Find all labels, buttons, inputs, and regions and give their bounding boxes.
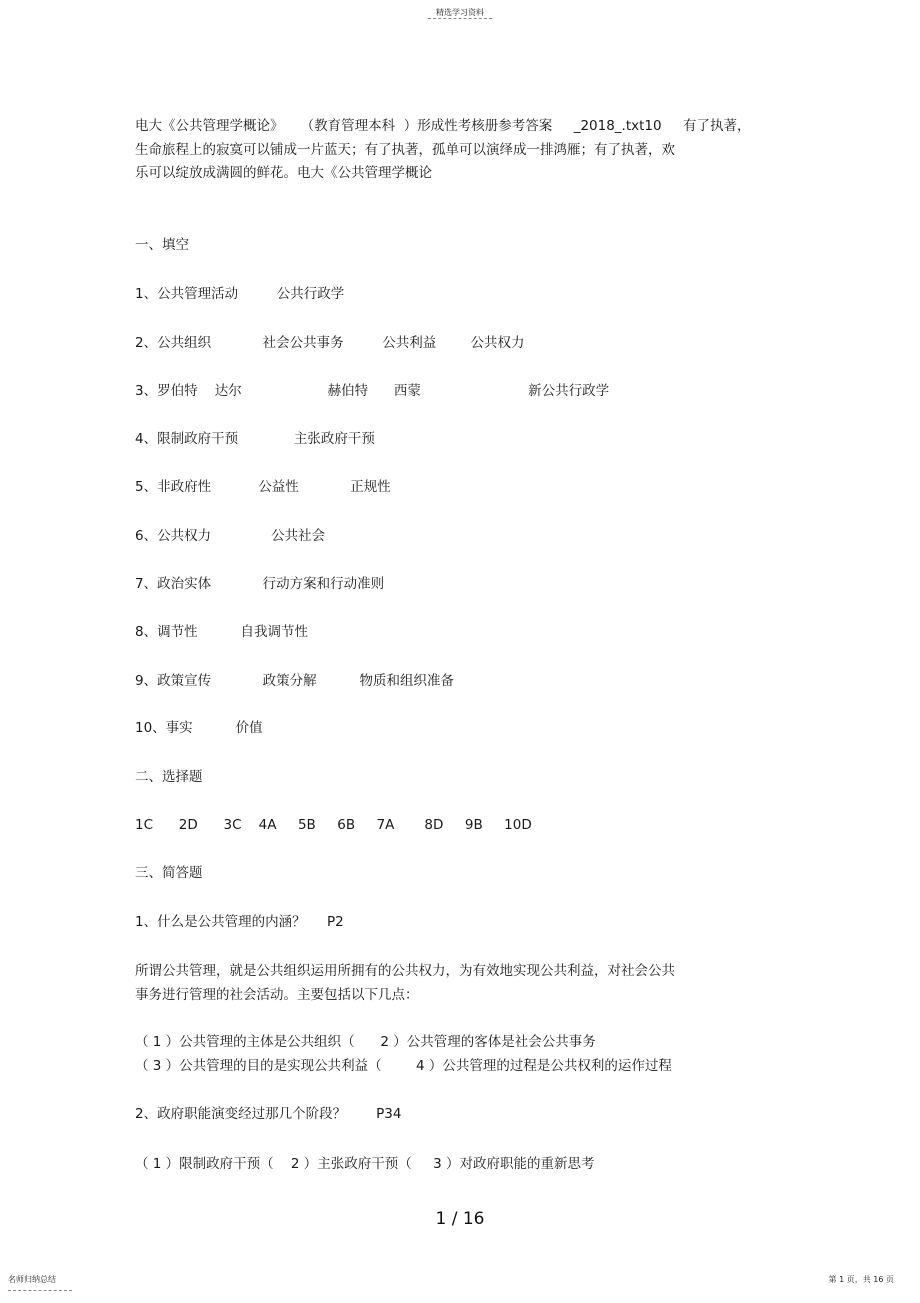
fill-answer-7: 7、政治实体 行动方案和行动准则 <box>135 576 385 592</box>
fill-answer-2: 2、公共组织 社会公共事务 公共利益 公共权力 <box>135 335 525 351</box>
question-2: 2、政府职能演变经过那几个阶段？ P34 <box>135 1106 402 1122</box>
header-dotted-divider <box>428 18 492 19</box>
fill-answer-5: 5、非政府性 公益性 正规性 <box>135 479 391 495</box>
header-label: 精选学习资料 <box>436 8 484 17</box>
fill-answer-9: 9、政策宣传 政策分解 物质和组织准备 <box>135 673 454 689</box>
footer-left-label: 名师归纳总结 <box>8 1275 56 1284</box>
section-choice-title: 二、选择题 <box>135 769 203 785</box>
question-1-points-1: （ 1 ）公共管理的主体是公共组织（ 2 ）公共管理的客体是社会公共事务 <box>135 1034 596 1050</box>
fill-answer-1: 1、公共管理活动 公共行政学 <box>135 286 345 302</box>
intro-line-2: 生命旅程上的寂寞可以铺成一片蓝天；有了执著，孤单可以演绎成一排鸿雁；有了执著，欢 <box>135 142 675 158</box>
fill-answer-6: 6、公共权力 公共社会 <box>135 528 326 544</box>
choice-answers: 1C 2D 3C 4A 5B 6B 7A 8D 9B 10D <box>135 817 532 833</box>
fill-answer-8: 8、调节性 自我调节性 <box>135 624 309 640</box>
question-1-points-2: （ 3 ）公共管理的目的是实现公共利益（ 4 ）公共管理的过程是公共权利的运作过程 <box>135 1058 672 1074</box>
footer-page-count: 第 1 页，共 16 页 <box>828 1275 894 1284</box>
intro-line-3: 乐可以绽放成满圆的鲜花。电大《公共管理学概论 <box>135 165 432 181</box>
question-2-answer: （ 1 ）限制政府干预（ 2 ）主张政府干预（ 3 ）对政府职能的重新思考 <box>135 1156 595 1172</box>
section-fill-title: 一、填空 <box>135 237 189 253</box>
fill-answer-10: 10、事实 价值 <box>135 720 263 736</box>
footer-dotted-divider <box>8 1290 72 1291</box>
fill-answer-3: 3、罗伯特 达尔 赫伯特 西蒙 新公共行政学 <box>135 383 610 399</box>
fill-answer-4: 4、限制政府干预 主张政府干预 <box>135 431 375 447</box>
section-short-answer-title: 三、简答题 <box>135 865 203 881</box>
intro-line-1: 电大《公共管理学概论》 （教育管理本科 ）形成性考核册参考答案 _2018_.txt10 有了执著， <box>135 118 751 134</box>
question-1-paragraph-1: 所谓公共管理，就是公共组织运用所拥有的公共权力，为有效地实现公共利益，对社会公共 <box>135 963 675 979</box>
question-1: 1、什么是公共管理的内涵？ P2 <box>135 914 344 930</box>
question-1-paragraph-2: 事务进行管理的社会活动。主要包括以下几点： <box>135 987 419 1003</box>
page-number: 1 / 16 <box>435 1209 485 1229</box>
